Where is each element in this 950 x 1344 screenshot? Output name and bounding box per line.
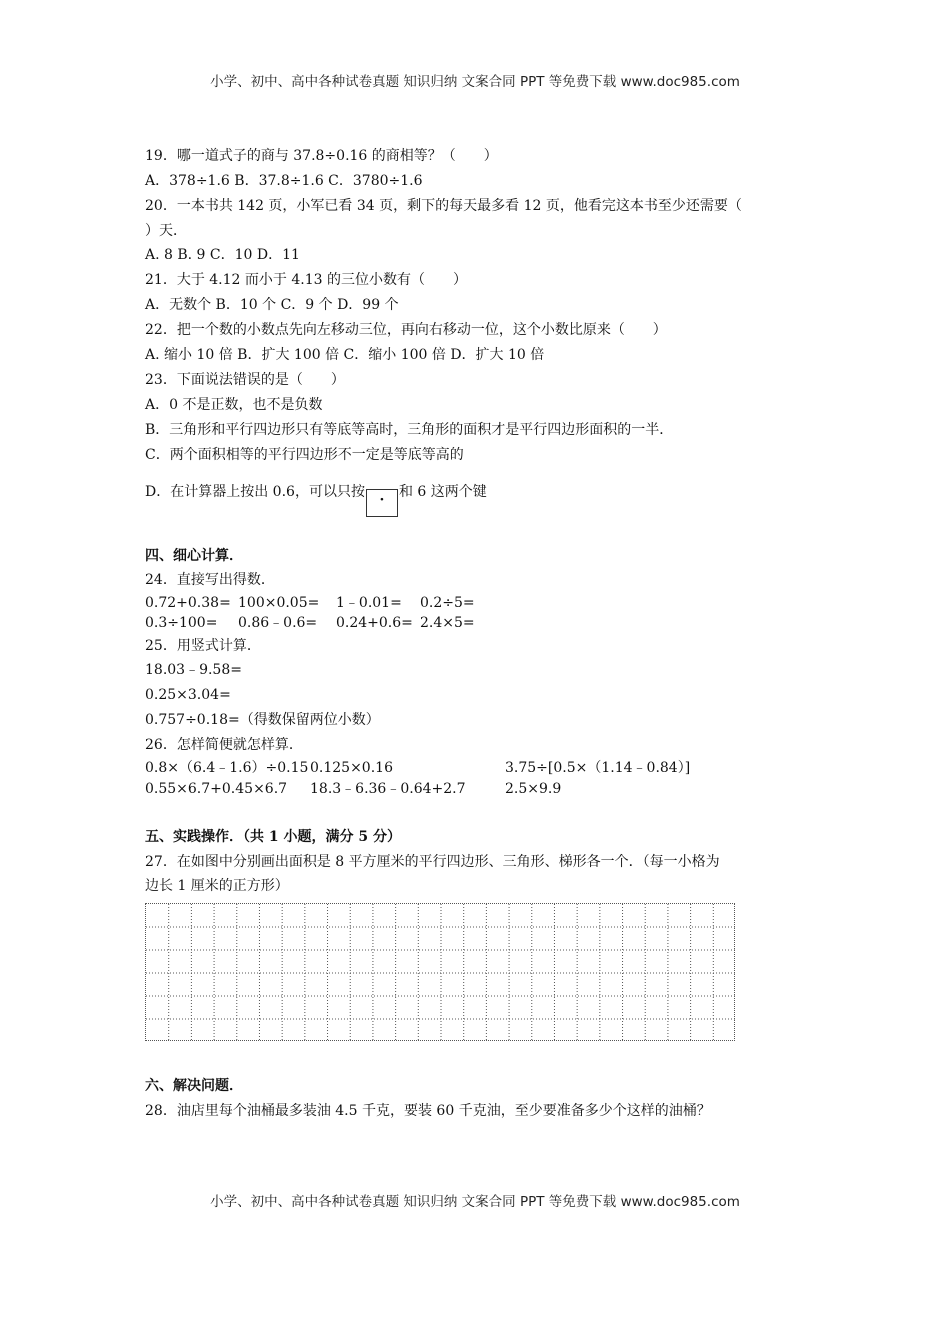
q26-item: 0.125×0.16 [310, 760, 393, 776]
square-grid [145, 903, 735, 1041]
q24-item: 0.24+0.6= [336, 615, 413, 631]
q28-stem: 28．油店里每个油桶最多装油 4.5 千克，要装 60 千克油，至少要准备多少个这样的油桶？ [145, 1103, 711, 1119]
q24-item: 0.2÷5= [420, 595, 475, 611]
q24-item: 0.86﹣0.6= [238, 615, 318, 631]
q23-option-c: C．两个面积相等的平行四边形不一定是等底等高的 [145, 447, 464, 463]
q26-item: 18.3﹣6.36﹣0.64+2.7 [310, 781, 466, 797]
q26-item: 3.75÷[0.5×（1.14﹣0.84）] [505, 760, 691, 776]
q23-option-d [145, 483, 487, 517]
calculator-dot-key: · [366, 489, 398, 517]
q19-stem: 19．哪一道式子的商与 37.8÷0.16 的商相等？（ ） [145, 148, 498, 164]
q24-stem: 24．直接写出得数． [145, 572, 275, 588]
q21-stem: 21．大于 4.12 而小于 4.13 的三位小数有（ ） [145, 272, 467, 288]
q27-stem-continued: 边长 1 厘米的正方形） [145, 878, 289, 894]
q26-item: 2.5×9.9 [505, 781, 562, 797]
q24-item: 100×0.05= [238, 595, 320, 611]
q22-options: A. 缩小 10 倍 B．扩大 100 倍 C．缩小 100 倍 D．扩大 10 倍 [145, 347, 545, 363]
q23-option-a: A．0 不是正数，也不是负数 [145, 397, 323, 413]
q25-stem: 25．用竖式计算． [145, 638, 261, 654]
section5-title: 五、实践操作．（共 1 小题，满分 5 分） [145, 829, 401, 845]
page-footer: 小学、初中、高中各种试卷真题 知识归纳 文案合同 PPT 等免费下载 www.doc985.com [210, 1194, 740, 1210]
q24-item: 0.72+0.38= [145, 595, 231, 611]
section6-title: 六、解决问题． [145, 1078, 243, 1094]
q20-options: A. 8 B. 9 C．10 D．11 [145, 247, 300, 263]
q24-item: 1﹣0.01= [336, 595, 402, 611]
q23-d-text: D．在计算器上按出 0.6，可以只按 [145, 484, 365, 500]
q26-item: 0.8×（6.4﹣1.6）÷0.15 [145, 760, 309, 776]
q24-item: 0.3÷100= [145, 615, 218, 631]
q26-stem: 26．怎样简便就怎样算． [145, 737, 303, 753]
q23-option-b: B．三角形和平行四边形只有等底等高时，三角形的面积才是平行四边形面积的一半． [145, 422, 674, 438]
page-header: 小学、初中、高中各种试卷真题 知识归纳 文案合同 PPT 等免费下载 www.doc985.com [210, 74, 740, 90]
q20-stem-continued: ）天． [145, 223, 187, 239]
q21-options: A．无数个 B．10 个 C．9 个 D．99 个 [145, 297, 399, 313]
q19-options: A．378÷1.6 B．37.8÷1.6 C．3780÷1.6 [145, 173, 423, 189]
q25-item: 0.757÷0.18=（得数保留两位小数） [145, 712, 380, 728]
q25-item: 0.25×3.04= [145, 687, 231, 703]
q25-item: 18.03﹣9.58= [145, 662, 242, 678]
q22-stem: 22．把一个数的小数点先向左移动三位，再向右移动一位，这个小数比原来（ ） [145, 322, 667, 338]
q24-item: 2.4×5= [420, 615, 475, 631]
q23-stem: 23．下面说法错误的是（ ） [145, 372, 345, 388]
grid-lines [146, 904, 736, 1042]
q26-item: 0.55×6.7+0.45×6.7 [145, 781, 288, 797]
q27-stem: 27．在如图中分别画出面积是 8 平方厘米的平行四边形、三角形、梯形各一个．（每一小格为 [145, 854, 720, 870]
q23-d-text-end: 和 6 这两个键 [398, 484, 487, 500]
section4-title: 四、细心计算． [145, 548, 243, 564]
q20-stem: 20．一本书共 142 页，小军已看 34 页，剩下的每天最多看 12 页，他看完这本书至少还需要（ [145, 198, 742, 214]
